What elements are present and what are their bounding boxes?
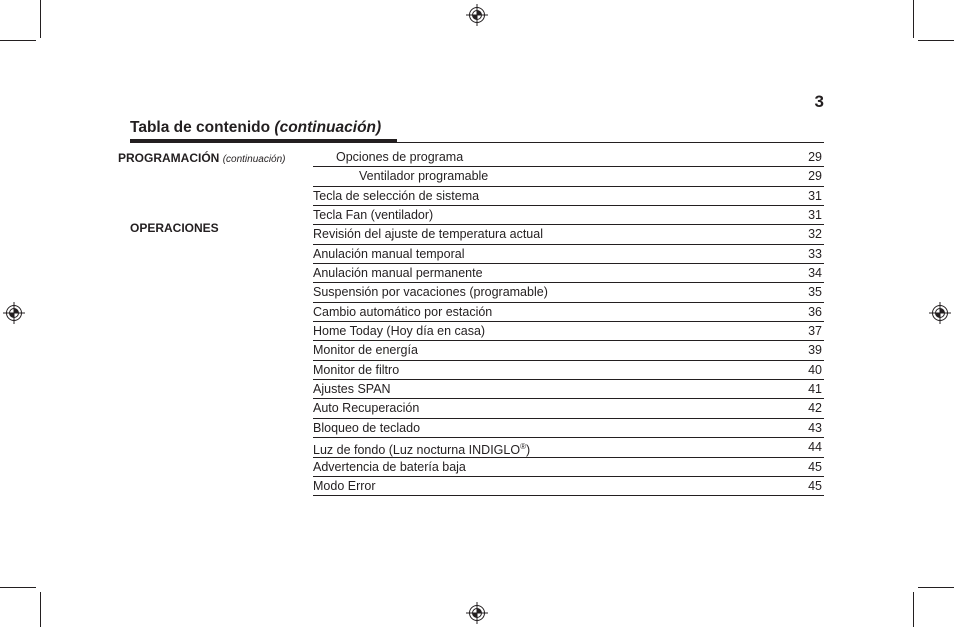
- toc-entry: [313, 187, 824, 206]
- crop-mark: [40, 0, 41, 38]
- toc-entry-title: Cambio automático por estación: [313, 304, 493, 319]
- toc-entry-page: 43: [808, 420, 822, 435]
- toc-entry-title-end: ): [525, 443, 531, 458]
- toc-entry: [313, 322, 824, 341]
- page-number: 3: [814, 92, 824, 111]
- toc-entry-title: Anulación manual permanente: [313, 266, 483, 281]
- toc-entry: [313, 361, 824, 380]
- heading-title: Tabla de contenido: [130, 119, 271, 136]
- toc-entry-page: 45: [808, 478, 822, 493]
- toc-entry-page: 29: [808, 169, 822, 184]
- toc-entry-title-text: Luz de fondo (Luz nocturna INDIGLO: [313, 443, 521, 458]
- toc-entry: [313, 206, 824, 225]
- toc-entry-title: Ajustes SPAN: [313, 382, 391, 397]
- crop-mark: [918, 40, 954, 41]
- toc-entry-page: 42: [808, 401, 822, 416]
- toc-entry: [313, 458, 824, 477]
- toc-entry-title: Advertencia de batería baja: [313, 459, 466, 474]
- section-label-programming: [118, 151, 286, 165]
- toc-entry: [313, 148, 824, 167]
- registration-mark-icon: [466, 4, 488, 26]
- crop-mark: [0, 587, 36, 588]
- toc-entry-page: 40: [808, 362, 822, 377]
- toc-entry-title: Revisión del ajuste de temperatura actual: [313, 227, 543, 242]
- toc-entry-page: 35: [808, 285, 822, 300]
- heading-rule: [397, 142, 824, 143]
- heading-subtitle: (continuación): [274, 119, 382, 136]
- toc-entry: [313, 380, 824, 399]
- toc-entry-list: [313, 148, 824, 496]
- toc-entry-title: Monitor de energía: [313, 343, 418, 358]
- toc-entry-page: 31: [808, 208, 822, 223]
- toc-entry-title: Suspensión por vacaciones (programable): [313, 285, 548, 300]
- toc-entry-page: 45: [808, 459, 822, 474]
- page-title: [130, 119, 381, 137]
- toc-entry: [313, 283, 824, 302]
- toc-entry-page: 36: [808, 304, 822, 319]
- toc-entry-page: 44: [808, 440, 822, 455]
- toc-entry-page: 41: [808, 382, 822, 397]
- registration-mark-icon: [466, 602, 488, 624]
- toc-entry-page: 31: [808, 188, 822, 203]
- toc-entry-page: 37: [808, 324, 822, 339]
- crop-mark: [918, 587, 954, 588]
- toc-entry-title: Anulación manual temporal: [313, 246, 465, 261]
- crop-mark: [0, 40, 36, 41]
- toc-entry-title: Opciones de programa: [336, 150, 464, 164]
- toc-entry-title: Tecla de selección de sistema: [313, 188, 480, 203]
- toc-entry: [313, 303, 824, 322]
- toc-entry-title: Tecla Fan (ventilador): [313, 208, 434, 223]
- toc-entry-page: 32: [808, 227, 822, 242]
- toc-entry: [313, 341, 824, 360]
- crop-mark: [913, 592, 914, 627]
- section-programming-label: PROGRAMACIÓN: [118, 151, 220, 165]
- section-programming-note: (continuación): [222, 154, 286, 165]
- toc-entry: [313, 477, 824, 496]
- toc-entry: [313, 264, 824, 283]
- toc-entry: [313, 167, 824, 186]
- toc-entry-title: Ventilador programable: [359, 169, 489, 184]
- toc-entry-title: Home Today (Hoy día en casa): [313, 324, 486, 339]
- toc-entry-page: 33: [808, 246, 822, 261]
- toc-entry: [313, 438, 824, 457]
- section-label-operations: [130, 221, 219, 235]
- toc-entry-title: Auto Recuperación: [313, 401, 420, 416]
- toc-entry-title: [313, 438, 530, 459]
- toc-entry-page: 34: [808, 266, 822, 281]
- toc-entry-page: 29: [808, 150, 822, 164]
- toc-entry-title: Monitor de filtro: [313, 362, 400, 377]
- toc-entry-title: Modo Error: [313, 478, 376, 493]
- toc-entry: [313, 399, 824, 418]
- toc-entry-page: 39: [808, 343, 822, 358]
- toc-entry: [313, 225, 824, 244]
- registration-mark-icon: [3, 302, 25, 324]
- crop-mark: [40, 592, 41, 627]
- section-operations-label: OPERACIONES: [130, 221, 219, 235]
- toc-entry: [313, 419, 824, 438]
- toc-entry: [313, 245, 824, 264]
- registered-mark: ®: [520, 442, 526, 452]
- toc-entry-title: Bloqueo de teclado: [313, 420, 421, 435]
- heading-underline: [130, 139, 397, 143]
- registration-mark-icon: [929, 302, 951, 324]
- crop-mark: [913, 0, 914, 38]
